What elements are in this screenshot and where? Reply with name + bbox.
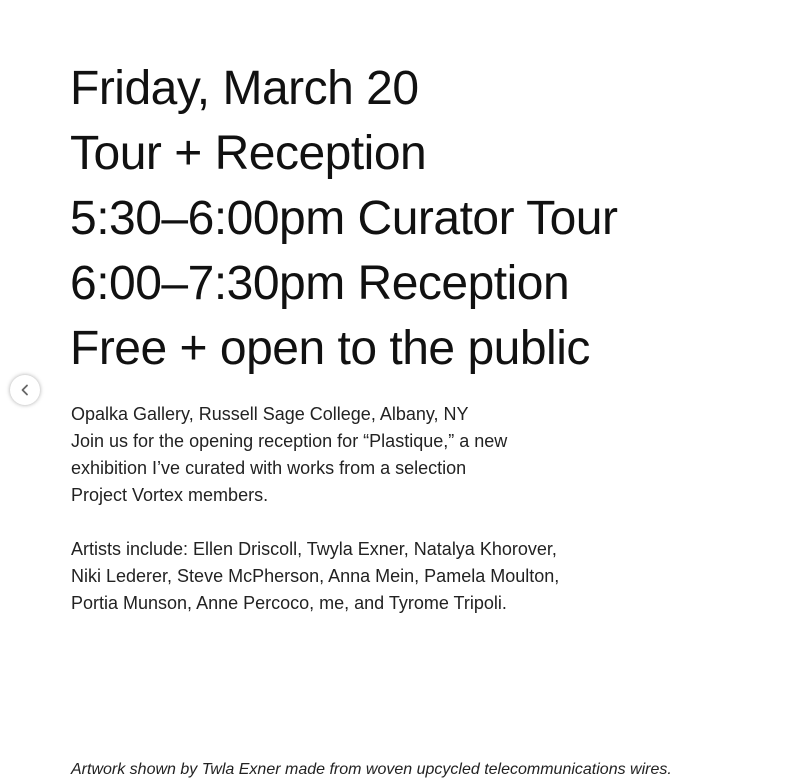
artists-paragraph xyxy=(71,536,751,617)
headline-date: Friday, March 20 xyxy=(70,62,419,115)
event-description xyxy=(71,401,751,617)
headline-admission: Free + open to the public xyxy=(70,322,590,375)
carousel-previous-button[interactable] xyxy=(10,375,40,405)
venue-location: Opalka Gallery, Russell Sage College, Albany, NY xyxy=(71,404,469,424)
intro-line: exhibition I’ve curated with works from a selection xyxy=(71,458,467,478)
event-headline xyxy=(70,56,617,381)
intro-line: Join us for the opening reception for “Plastique,” a new xyxy=(71,431,508,451)
intro-line: Project Vortex members. xyxy=(71,485,269,505)
artwork-caption: Artwork shown by Twla Exner made from woven upcycled telecommunications wires. xyxy=(71,761,672,778)
intro-paragraph xyxy=(71,428,751,509)
artists-line: Niki Lederer, Steve McPherson, Anna Mein, Pamela Moulton, xyxy=(71,566,560,586)
headline-curator-tour-time: 5:30–6:00pm Curator Tour xyxy=(70,192,618,245)
artists-line: Artists include: Ellen Driscoll, Twyla Exner, Natalya Khorover, xyxy=(71,539,557,559)
headline-event-type: Tour + Reception xyxy=(70,127,427,180)
artists-line: Portia Munson, Anne Percoco, me, and Tyrome Tripoli. xyxy=(71,593,507,613)
chevron-left-icon xyxy=(19,384,31,396)
headline-reception-time: 6:00–7:30pm Reception xyxy=(70,257,570,310)
